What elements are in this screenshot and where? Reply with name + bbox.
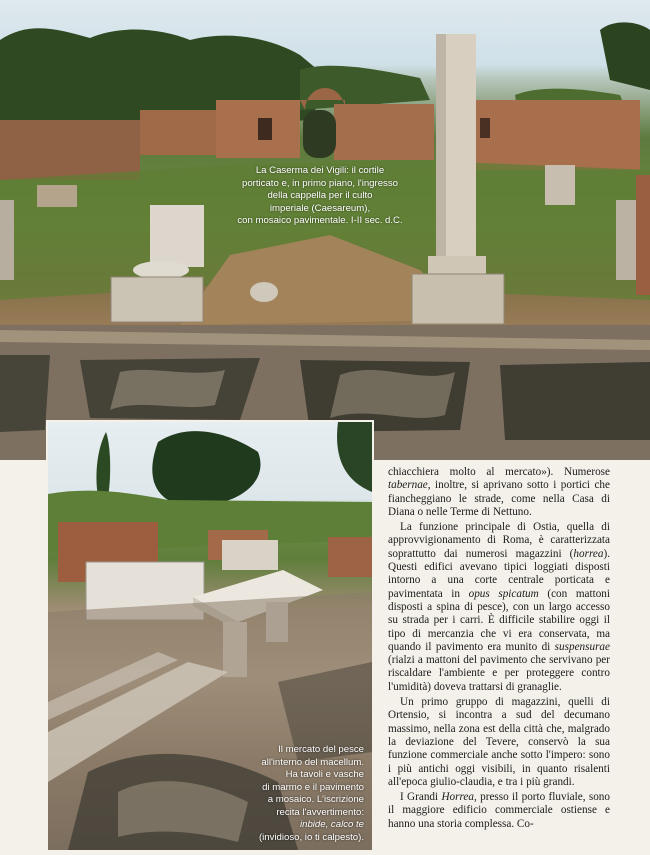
caption-line: Ha tavoli e vasche [285, 769, 364, 780]
text-run: La funzione principale di Ostia, quella di approvvigionamento di Roma, è caratterizzata soprattutto dai numerosi magazzini ( [388, 521, 610, 560]
caption-line: La Caserma dei Vigili: il cortile [255, 165, 385, 176]
text-run: I Grandi [400, 791, 442, 804]
article-paragraph [388, 466, 610, 519]
caption-line-italic: inbide, calco te [300, 819, 364, 830]
caption-line: di marmo e il pavimento [262, 781, 364, 793]
page-margin-left [0, 460, 46, 855]
caption-line: recita l'avvertimento: [276, 806, 364, 818]
text-run: , presso il porto fluviale, sono il maggiore edificio commerciale ostiense e hanno una storia complessa. Co- [388, 791, 610, 830]
caption-line: della cappella per il culto [267, 190, 373, 202]
caption-line: imperiale (Caesareum), [269, 202, 371, 214]
caption-line: (invidioso, io ti calpesto). [258, 831, 364, 843]
text-run: (rialzi a mattoni del pavimento che servivano per riscaldare l'ambiente e per proteggere contro l'umidità) doveva trattarsi di granaglie. [388, 654, 610, 693]
caption-line: porticato e, in primo piano, l'ingresso [242, 177, 398, 189]
text-run: ). Questi edifici avevano tipici loggiati disposti intorno a una corte centrale porticata e pavimentata in [388, 547, 610, 600]
caption-line: a mosaico. L'iscrizione [267, 794, 364, 805]
italic-term: Horrea [441, 791, 474, 804]
italic-term: horrea [573, 547, 604, 560]
article-paragraph [388, 791, 610, 831]
article-paragraph [388, 521, 610, 694]
italic-term: tabernae [388, 479, 428, 492]
caption-line: con mosaico pavimentale. I-II sec. d.C. [237, 215, 403, 227]
article-paragraph [388, 696, 610, 789]
text-run: , inoltre, si aprivano sotto i portici che fiancheggiano le strade, come nella Casa di Diana o nelle Terme di Nettuno. [388, 479, 610, 518]
italic-term: opus spicatum [468, 587, 539, 600]
italic-term: suspensurae [554, 640, 610, 653]
text-run: (con mattoni disposti a spina di pesce), con un largo accesso su strada per i carri. È difficile stabilire oggi il tipo di mercanzia che vi era conservata, ma quando il pavimento era munito di [388, 587, 611, 653]
article-column [388, 466, 610, 833]
bottom-photo [46, 420, 374, 852]
page-margin-right [610, 460, 650, 855]
caption-line: all'interno del macellum. [261, 756, 364, 768]
text-run: chiacchiera molto al mercato»). Numerose [388, 466, 610, 478]
top-photo-caption [232, 165, 408, 228]
bottom-photo-caption [244, 744, 364, 844]
text-run: Un primo gruppo di magazzini, quelli di Ortensio, si incontra a sud del decumano massimo, nella zona est della città che, malgrado la deviazione del Tevere, conservò la sua funzione commerciale anche sotto l'impero: sono i più antichi oggi visibili, in quanto risalenti all'epoca giulio-claudia, e tra i più grandi. [388, 696, 610, 788]
caption-line: Il mercato del pesce [278, 744, 364, 755]
